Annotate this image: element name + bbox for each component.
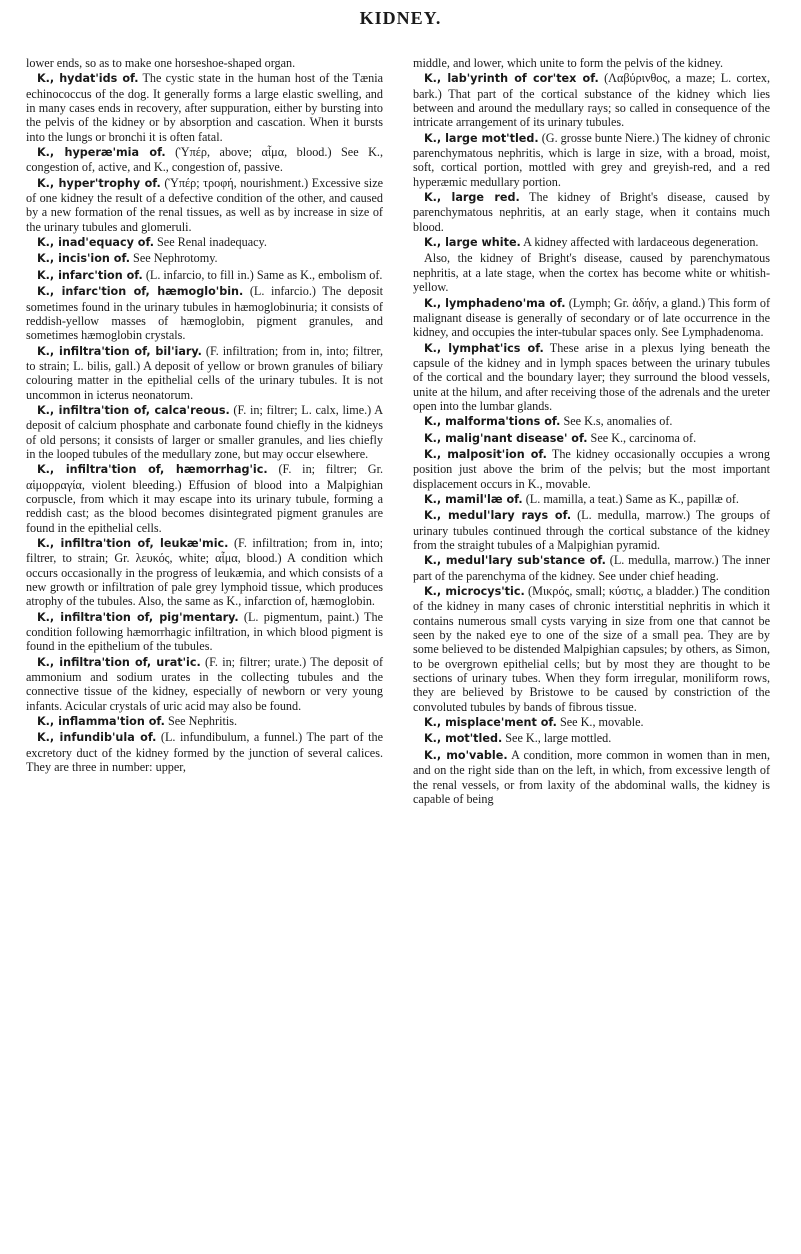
entry-headword: K., hyperæ'mia of. xyxy=(37,146,166,160)
entry-definition: See K.s, anomalies of. xyxy=(563,414,673,429)
dictionary-entry xyxy=(26,714,383,729)
entry-headword: K., infarc'tion of. xyxy=(37,268,143,282)
dictionary-entry xyxy=(26,235,383,250)
entry-headword: K., infiltra'tion of, leukæ'mic. xyxy=(37,537,229,550)
entry-definition: See K., movable. xyxy=(559,715,644,730)
entry-definition: (Λαβύρινθος, a maze; L. cortex, bark.) That part of the cortical substance of the kidney which lies between and around the medullary rays; so called in consequence of the intricate arrangement of its urinary tubules. xyxy=(413,71,771,130)
dictionary-entry xyxy=(413,715,770,730)
entry-headword: K., mamil'læ of. xyxy=(424,492,523,506)
entry-headword: K., infiltra'tion of, hæmorrhag'ic. xyxy=(37,463,268,477)
entry-definition: middle, and lower, which unite to form the pelvis of the kidney. xyxy=(413,56,724,70)
dictionary-entry xyxy=(26,145,383,175)
dictionary-entry xyxy=(26,71,383,144)
entry-headword: K., microcys'tic. xyxy=(424,585,525,599)
entry-definition: (L. pigmentum, paint.) The condition following hæmorrhagic infiltration, in which blood pigment is found in the epithelium of the tubules. xyxy=(26,609,383,654)
entry-definition: (L. infundibulum, a funnel.) The part of the excretory duct of the kidney formed by the junction of several calices. They are three in number: upper, xyxy=(26,730,383,775)
entry-definition: See Renal inadequacy. xyxy=(157,235,267,250)
dictionary-entry xyxy=(413,508,770,552)
left-column xyxy=(26,56,383,776)
dictionary-entry xyxy=(26,56,383,70)
entry-headword: K., infiltra'tion of, urat'ic. xyxy=(37,655,201,669)
entry-headword: K., lymphadeno'ma of. xyxy=(424,296,566,310)
page-header: KIDNEY. xyxy=(359,8,442,28)
dictionary-entry xyxy=(413,190,770,234)
entry-definition: (L. mamilla, a teat.) Same as K., papillæ of. xyxy=(525,491,739,506)
entry-definition: (L. medulla, marrow.) The inner part of the parenchyma of the kidney. See under chief heading. xyxy=(413,553,771,583)
entry-definition: (Lymph; Gr. ἀδήν, a gland.) This form of malignant disease is generally of secondary or of late occurrence in the kidney, and occupies the inter-tubular spaces only. See Lymphadenoma. xyxy=(413,295,771,340)
entry-definition: These arise in a plexus lying beneath the capsule of the kidney and in lymph spaces between the urinary tubules of the cortical and the boundary layer; they surround the blood vessels, unite at the hilum, and after receiving those of the adrenals and the ureter open into the lumbar glands. xyxy=(413,340,771,413)
entry-definition: The kidney occasionally occupies a wrong position just above the brim of the pelvis; but the most important displacement occurs in K., movable. xyxy=(413,446,770,491)
entry-headword: K., malig'nant disease' of. xyxy=(424,431,588,445)
entry-headword: K., incis'ion of. xyxy=(37,252,130,266)
entry-headword: K., misplace'ment of. xyxy=(424,716,557,730)
entry-headword: K., infiltra'tion of, bil'iary. xyxy=(37,344,202,358)
entry-headword: K., hyper'trophy of. xyxy=(37,176,161,190)
entry-definition: See Nephrotomy. xyxy=(133,251,218,266)
entry-definition: See K., carcinoma of. xyxy=(590,430,697,445)
dictionary-entry xyxy=(26,462,383,535)
dictionary-entry xyxy=(413,553,770,583)
dictionary-entry xyxy=(26,284,383,342)
entry-headword: K., large red. xyxy=(424,191,520,205)
entry-headword: K., large white. xyxy=(424,236,521,250)
entry-headword: K., infiltra'tion of, pig'mentary. xyxy=(37,610,239,624)
entry-headword: K., infundib'ula of. xyxy=(37,731,157,745)
dictionary-entry xyxy=(26,730,383,774)
entry-definition: The cystic state in the human host of the Tænia echinococcus of the dog. It generally forms a large elastic swelling, and in many cases ends in recovery, after suppuration, either by bursting into the pelvis of the kidney or by absorption and cascation. When it bursts into the lungs or bronchi it is often fatal. xyxy=(26,71,383,144)
entry-headword: K., infiltra'tion of, calca'reous. xyxy=(37,403,230,417)
dictionary-entry xyxy=(413,748,770,806)
entry-headword: K., lab'yrinth of cor'tex of. xyxy=(424,72,599,86)
entry-definition: (F. infiltration; from in, into; filtrer, to strain; L. bilis, gall.) A deposit of yellow or brown granules of biliary colouring matter in the epithelial cells of the urinary tubules. It is not uncommon in icterus neonatorum. xyxy=(26,343,383,402)
entry-definition: (F. in; filtrer; urate.) The deposit of ammonium and sodium urates in the collecting tubules and the connective tissue of the kidney, especially of newborn or very young infants. Acicular crystals of uric acid may also be found. xyxy=(26,654,384,713)
entry-definition: (L. infarcio, to fill in.) Same as K., embolism of. xyxy=(145,267,383,282)
dictionary-entry xyxy=(413,431,770,446)
entry-definition: (L. infarcio.) The deposit sometimes found in the urinary tubules in hæmoglobinuria; it consists of reddish-yellow masses of hæmoglobin, pigment granules, and sometimes hæmoglobin crystals. xyxy=(26,284,383,343)
dictionary-entry xyxy=(413,251,770,294)
dictionary-entry xyxy=(413,414,770,429)
dictionary-entry xyxy=(26,268,383,283)
right-column xyxy=(413,56,770,807)
dictionary-entry xyxy=(413,341,770,414)
entry-headword: K., malposit'ion of. xyxy=(424,447,547,461)
entry-definition: (F. infiltration; from in, into; filtrer, to strain; Gr. λευκός, white; αἷμα, blood.) A condition which occurs occasionally in the progress of leukæmia, and which consists of a new growth or infiltration of pale grey lymphoid tissue, which produces atrophy of the tubules. Also, the same as K., infarction of, hæmoglobin. xyxy=(26,536,384,609)
dictionary-entry xyxy=(26,176,383,234)
dictionary-entry xyxy=(413,71,770,129)
entry-headword: K., inad'equacy of. xyxy=(37,236,154,250)
dictionary-entry xyxy=(26,610,383,654)
entry-definition: (F. in; filtrer; L. calx, lime.) A deposit of calcium phosphate and carbonate found chiefly in the kidneys of old persons; it consists of larger or smaller granules, and lies chiefly in the looped tubules of the medullary zone, but may occur elsewhere. xyxy=(26,402,383,461)
dictionary-entry xyxy=(26,536,383,609)
entry-definition: (G. grosse bunte Niere.) The kidney of chronic parenchymatous nephritis, which is large in size, with a broad, moist, soft, cortical portion, mottled with grey and greyish-red, and a red hyperæmic medullary portion. xyxy=(413,130,771,189)
entry-definition: Also, the kidney of Bright's disease, caused by parenchymatous nephritis, at a late stage, when the cortex has become white or whitish-yellow. xyxy=(413,251,770,295)
entry-headword: K., mo'vable. xyxy=(424,748,508,762)
entry-definition: A condition, more common in women than in men, and on the right side than on the left, in which, from excessive length of the renal vessels, or from laxity of the abdominal walls, the kidney is capable of being xyxy=(413,747,771,806)
dictionary-entry xyxy=(413,56,770,70)
entry-definition: A kidney affected with lardaceous degeneration. xyxy=(523,235,759,250)
entry-definition: The kidney of Bright's disease, caused by parenchymatous nephritis, at an early stage, when it contains much blood. xyxy=(413,190,770,234)
entry-headword: K., medul'lary sub'stance of. xyxy=(424,554,606,568)
dictionary-entry xyxy=(26,251,383,266)
entry-headword: K., hydat'ids of. xyxy=(37,72,139,86)
dictionary-entry xyxy=(413,731,770,746)
entry-headword: K., inflamma'tion of. xyxy=(37,715,165,729)
dictionary-entry xyxy=(413,131,770,189)
dictionary-entry xyxy=(413,492,770,507)
entry-definition: See K., large mottled. xyxy=(505,731,612,746)
entry-headword: K., medul'lary rays of. xyxy=(424,509,572,523)
entry-headword: K., malforma'tions of. xyxy=(424,415,561,429)
entry-definition: (Ὑπέρ, above; αἷμα, blood.) See K., congestion of, active, and K., congestion of, passive. xyxy=(26,145,383,175)
entry-definition: (L. medulla, marrow.) The groups of urinary tubules continued through the cortical substance of the kidney from the straight tubules of a Malpighian pyramid. xyxy=(413,508,771,552)
entry-definition: lower ends, so as to make one horseshoe-shaped organ. xyxy=(26,56,296,70)
dictionary-entry xyxy=(413,447,770,491)
entry-definition: See Nephritis. xyxy=(167,714,238,729)
dictionary-entry xyxy=(26,403,383,461)
entry-definition: (Ὑπέρ; τροφή, nourishment.) Excessive size of one kidney the result of a defective condition of the other, and caused by a new formation of the renal tissues, as well as by increase in size of the urinary tubules and glomeruli. xyxy=(26,175,384,234)
dictionary-entry xyxy=(26,344,383,402)
entry-definition: (F. in; filtrer; Gr. αἱμορραγία, violent bleeding.) Effusion of blood into a Malpighian corpuscle, from which it may escape into its urinary tubule, forming a reddish cast; as the blood becomes disintegrated pigment granules are found in the epithelial cells. xyxy=(26,462,384,535)
dictionary-entry xyxy=(413,235,770,250)
entry-headword: K., infarc'tion of, hæmoglo'bin. xyxy=(37,285,244,299)
dictionary-entry xyxy=(26,655,383,713)
entry-headword: K., mot'tled. xyxy=(424,732,503,746)
entry-headword: K., lymphat'ics of. xyxy=(424,341,544,355)
dictionary-entry xyxy=(413,584,770,714)
entry-definition: (Μικρός, small; κύστις, a bladder.) The condition of the kidney in many cases of chronic interstitial nephritis in which it contains numerous small cysts varying in size from one that cannot be seen by the naked eye to one of the size of a small pea. They are by some believed to be distended Malpighian capsules; by others, as Simon, to be overgrown epithelial cells; but by most they are thought to be sections of urinary tubes. When they form irregular, moniliform rows, they are believed by Bristowe to be caused by constriction of the convoluted tubules by bands of fibrous tissue. xyxy=(413,584,770,714)
dictionary-entry xyxy=(413,296,770,340)
entry-headword: K., large mot'tled. xyxy=(424,131,539,145)
